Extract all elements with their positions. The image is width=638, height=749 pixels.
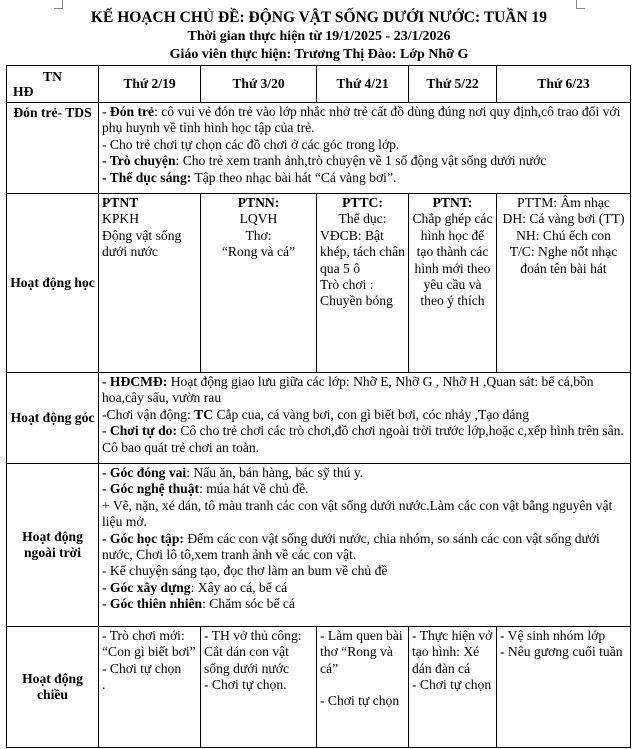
goc-line-3	[102, 423, 627, 456]
hoc-fri	[497, 194, 631, 373]
ngoai-troi-content	[99, 464, 631, 627]
chieu-fri-line-2: - Nêu gương cuối tuần	[500, 644, 623, 660]
ngoai-troi-l4-text: Đếm các con vật sống dưới nước, chia nhóm, so sánh các con vật sống dưới nước, Chơi lô tô,xem tranh ảnh về các con vật.	[102, 530, 600, 563]
hoc-fri-line-3: NH: Chú ếch con	[516, 227, 611, 243]
hoc-tue-line-1: LQVH	[239, 211, 278, 227]
document-title: KẾ HOẠCH CHỦ ĐỀ: ĐỘNG VẬT SỐNG DƯỚI NƯỚC: TUẦN 19	[90, 9, 548, 26]
hoc-thu-line-1: Chắp ghép các hình học để tạo thành các hình mới theo yêu cầu và theo ý thích	[412, 211, 493, 309]
ngoai-troi-l7-bold: - Góc thiên nhiên	[102, 596, 203, 612]
don-tre-line-3	[102, 153, 627, 169]
row-hoat-dong-hoc	[7, 194, 631, 373]
chieu-fri-line-1: - Vệ sinh nhóm lớp	[500, 628, 606, 643]
chieu-mon	[99, 627, 201, 748]
chieu-thu	[409, 627, 497, 748]
hoc-fri-line-4: T/C: Nghe nốt nhạc đoán tên bài hát	[509, 244, 618, 276]
goc-l2-text: Cắp cua, cá vàng bơi, con gì biết bơi, cóc nhảy ,Tạo dáng	[213, 406, 530, 422]
don-tre-l4-bold: - Thể dục sáng:	[102, 169, 192, 185]
hoc-wed	[317, 194, 409, 373]
hoc-wed-title: PTTC:	[342, 195, 383, 210]
goc-l1-text: Hoạt động giao lưu giữa các lớp: Nhỡ E, Nhỡ G , Nhỡ H ,Quan sát: bể cá,bồn hoa,cây sấu, vườn rau	[102, 374, 594, 406]
header-tn-hd	[7, 66, 99, 103]
ngoai-troi-line-6	[102, 580, 627, 596]
hoc-wed-line-2: VĐCB: Bật khép, tách chân qua 5 ô	[320, 227, 405, 276]
don-tre-line-4	[102, 170, 627, 186]
hoc-tue	[201, 194, 317, 373]
hoc-tue-title: PTNN:	[237, 195, 280, 210]
hoc-wed-line-3: Trò chơi : Chuyền bóng	[320, 277, 393, 309]
header-day-4: Thứ 5/22	[409, 66, 497, 103]
hoc-mon-line-2: Động vật sống dưới nước	[102, 227, 182, 260]
header-hd: HĐ	[13, 84, 34, 99]
chieu-wed	[317, 627, 409, 748]
hoc-fri-line-1: PTTM: Âm nhạc	[517, 195, 610, 210]
don-tre-l3-bold: - Trò chuyện	[102, 153, 176, 169]
ngoai-troi-line-7	[102, 596, 627, 612]
row-hoat-dong-goc	[7, 373, 631, 464]
time-line: Thời gian thực hiện từ 19/1/2025 - 23/1/2026	[187, 29, 451, 44]
chieu-wed-line-1: - Làm quen bài thơ “Rong và cá”	[320, 628, 403, 676]
ngoai-troi-l7-text: : Chăm sóc bể cá	[202, 596, 295, 612]
ngoai-troi-l2-text: : múa hát về chủ đề.	[199, 481, 309, 497]
ngoai-troi-l2-bold: - Góc nghệ thuật	[102, 481, 200, 497]
don-tre-l3-text: : Cho trẻ xem tranh ảnh,trò chuyện về 1 số động vật sống dưới nước	[175, 153, 547, 169]
header-day-2: Thứ 3/20	[201, 66, 317, 103]
goc-content	[99, 373, 631, 464]
ngoai-troi-l6-text: : Xây ao cá, bể cá	[190, 579, 288, 595]
ngoai-troi-line-4	[102, 531, 627, 564]
don-tre-content	[99, 103, 631, 194]
chieu-fri	[497, 627, 631, 748]
header-day-5: Thứ 6/23	[497, 66, 631, 103]
goc-line-2	[102, 407, 627, 423]
row-label-hoat-dong-ngoai-troi: Hoạt động ngoài trời	[7, 464, 99, 627]
ngoai-troi-l1-bold: - Góc đóng vai	[102, 465, 187, 480]
header-row	[7, 66, 631, 103]
page-corner-mark-right	[576, 0, 585, 9]
ngoai-troi-line-5: - Kể chuyện sáng tạo, đọc thơ làm an bum về chủ đề	[102, 563, 388, 579]
schedule-table	[6, 65, 631, 748]
header-day-1: Thứ 2/19	[99, 66, 201, 103]
hoc-mon-line-1: KPKH	[102, 211, 140, 227]
don-tre-line-2: - Cho trẻ chơi tự chọn các đồ chơi ở các góc trong lớp.	[102, 136, 400, 152]
ngoai-troi-l1-text: : Nấu ăn, bán hàng, bác sỹ thú y.	[186, 465, 364, 480]
hoc-tue-line-2: Thơ:	[245, 227, 272, 243]
row-hoat-dong-chieu	[7, 627, 631, 748]
ngoai-troi-line-2	[102, 481, 627, 497]
ngoai-troi-l4-bold: - Góc học tập:	[102, 530, 184, 546]
hoc-tue-line-3: “Rong và cá”	[221, 244, 296, 260]
row-label-don-tre: Đón trẻ- TDS	[7, 103, 99, 194]
goc-line-1	[102, 374, 627, 407]
goc-l1-bold: - HĐCMĐ:	[102, 374, 168, 389]
hoc-fri-line-2: DH: Cá vàng bơi (TT)	[502, 211, 625, 227]
chieu-mon-line-2: - Chơi tự chọn	[102, 660, 182, 676]
header-day-3: Thứ 4/21	[317, 66, 409, 103]
goc-l2-prefix: -Chơi vận động:	[102, 406, 195, 422]
chieu-thu-line-2: - Chơi tự chọn	[412, 677, 492, 693]
hoc-thu-title: PTNT:	[432, 195, 473, 210]
don-tre-l4-text: Tập theo nhạc bài hát “Cá vàng bơi”.	[191, 169, 397, 185]
chieu-wed-line-2: - Chơi tự chọn	[320, 693, 400, 709]
hoc-mon	[99, 194, 201, 373]
page-corner-mark-left	[54, 0, 63, 9]
row-hoat-dong-ngoai-troi	[7, 464, 631, 627]
chieu-tue-line-1: - TH vở thủ công: Cắt dán con vật sống dưới nước	[204, 628, 302, 676]
goc-l2-bold: TC	[194, 406, 214, 422]
chieu-tue-line-2: - Chơi tự chọn.	[204, 677, 287, 693]
chieu-thu-line-1: - Thực hiện vở tạo hình: Xé dán đàn cá	[412, 628, 493, 676]
goc-l3-text: Cô cho trẻ chơi các trò chơi,đồ chơi ngoài trời trước lớp,hoặc c,xếp hình trên sân. Cô bao quát trẻ chơi an toàn.	[102, 423, 624, 455]
hoc-mon-title: PTNT	[102, 195, 139, 210]
don-tre-line-1	[102, 104, 627, 137]
row-label-hoat-dong-hoc: Hoạt động học	[7, 194, 99, 373]
don-tre-l1-text: : cô vui vẻ đón trẻ vào lớp nhắc nhở trẻ cất đồ dùng đúng nơi quy định,cô trao đổi với phụ huynh về tình hình học tập của trẻ.	[102, 104, 621, 136]
row-don-tre	[7, 103, 631, 194]
row-label-hoat-dong-goc: Hoạt động góc	[7, 373, 99, 464]
teacher-line: Giáo viên thực hiện: Trương Thị Đào: Lớp Nhỡ G	[169, 47, 469, 62]
goc-l3-bold: - Chơi tự do:	[102, 423, 177, 439]
header-tn: TN	[43, 69, 62, 84]
row-label-hoat-dong-chieu: Hoạt động chiều	[7, 627, 99, 748]
ngoai-troi-line-3: + Vẽ, nặn, xé dán, tô màu tranh các con vật sống dưới nước.Làm các con vật bằng nguyên vật liệu mở.	[102, 497, 613, 530]
chieu-mon-line-3: .	[102, 677, 106, 693]
don-tre-l1-bold: - Đón trẻ	[102, 104, 155, 119]
hoc-wed-line-1: Thể dục:	[338, 211, 387, 227]
hoc-thu	[409, 194, 497, 373]
ngoai-troi-l6-bold: - Góc xây dựng	[102, 579, 191, 595]
chieu-tue	[201, 627, 317, 748]
chieu-mon-line-1: - Trò chơi mới: “Con gì biết bơi”	[102, 628, 196, 660]
ngoai-troi-line-1	[102, 465, 627, 481]
